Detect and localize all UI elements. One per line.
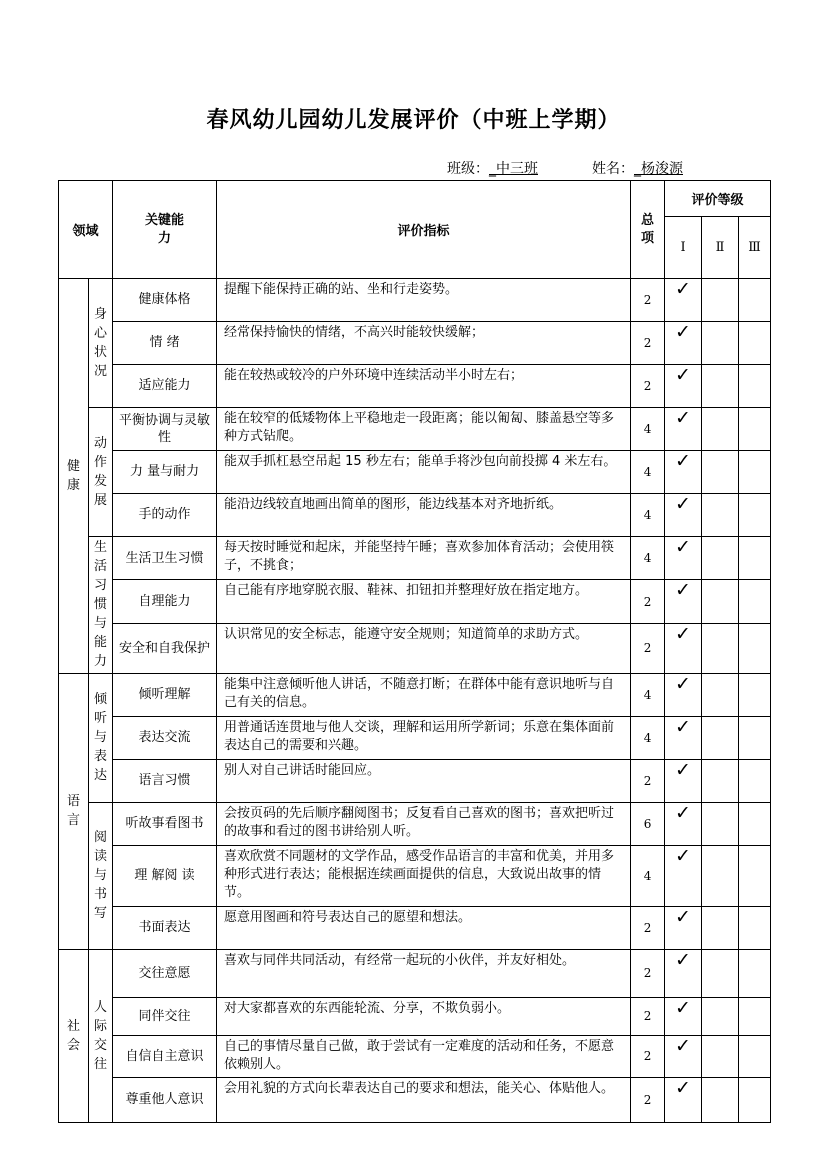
check-mark-icon: ✓ <box>675 801 691 824</box>
indicator-cell: 自己的事情尽量自己做，敢于尝试有一定难度的活动和任务，不愿意依赖别人。 <box>217 1035 631 1077</box>
table-row <box>59 997 771 1035</box>
check-mark-icon: ✓ <box>675 579 691 602</box>
grade-level-1-cell <box>665 493 702 536</box>
grade-level-2-cell <box>702 906 739 949</box>
domain-cell: 语言 <box>59 673 89 949</box>
total-cell: 2 <box>631 949 665 997</box>
indicator-cell: 能沿边线较直地画出简单的图形，能边线基本对齐地折纸。 <box>217 493 631 536</box>
grade-level-3-cell <box>739 759 771 802</box>
check-mark-icon: ✓ <box>675 996 691 1019</box>
check-mark-icon: ✓ <box>675 1034 691 1057</box>
subdomain-cell: 阅读与书写 <box>89 802 113 949</box>
header-domain: 领域 <box>59 181 113 279</box>
grade-level-1-cell <box>665 716 702 759</box>
grade-level-1-cell <box>665 845 702 906</box>
table-row <box>59 536 771 580</box>
indicator-cell: 认识常见的安全标志，能遵守安全规则；知道简单的求助方式。 <box>217 623 631 673</box>
total-cell: 4 <box>631 450 665 493</box>
grade-level-2-cell <box>702 673 739 716</box>
subdomain-cell: 人际交往 <box>89 949 113 1122</box>
class-label: 班级： <box>447 161 489 177</box>
total-cell: 4 <box>631 716 665 759</box>
total-cell: 2 <box>631 906 665 949</box>
indicator-cell: 经常保持愉快的情绪，不高兴时能较快缓解； <box>217 321 631 364</box>
total-cell: 2 <box>631 279 665 322</box>
table-row <box>59 845 771 906</box>
check-mark-icon: ✓ <box>675 449 691 472</box>
grade-level-3-cell <box>739 673 771 716</box>
key-ability-cell: 情 绪 <box>113 321 217 364</box>
indicator-cell: 喜欢与同伴共同活动，有经常一起玩的小伙伴，并友好相处。 <box>217 949 631 997</box>
indicator-cell: 能在较热或较冷的户外环境中连续活动半小时左右； <box>217 364 631 407</box>
grade-level-2-cell <box>702 1077 739 1122</box>
subdomain-cell: 生活习惯与能力 <box>89 536 113 673</box>
check-mark-icon: ✓ <box>675 715 691 738</box>
total-cell: 2 <box>631 623 665 673</box>
check-mark-icon: ✓ <box>675 844 691 867</box>
grade-level-1-cell <box>665 536 702 580</box>
document-title: 春风幼儿园幼儿发展评价（中班上学期） <box>206 107 621 133</box>
grade-level-1-cell <box>665 623 702 673</box>
table-row <box>59 364 771 407</box>
indicator-cell: 自己能有序地穿脱衣服、鞋袜、扣钮扣并整理好放在指定地方。 <box>217 580 631 624</box>
grade-level-2-cell <box>702 407 739 450</box>
check-mark-icon: ✓ <box>675 672 691 695</box>
total-cell: 4 <box>631 536 665 580</box>
name-label: 姓名： <box>592 161 634 177</box>
grade-level-1-cell <box>665 1035 702 1077</box>
key-ability-cell: 力 量与耐力 <box>113 450 217 493</box>
check-mark-icon: ✓ <box>675 535 691 558</box>
grade-level-2-cell <box>702 759 739 802</box>
grade-level-3-cell <box>739 716 771 759</box>
grade-level-2-cell <box>702 536 739 580</box>
grade-level-1-cell <box>665 364 702 407</box>
key-ability-cell: 表达交流 <box>113 716 217 759</box>
grade-level-1-cell <box>665 1077 702 1122</box>
grade-level-2-cell <box>702 1035 739 1077</box>
check-mark-icon: ✓ <box>675 492 691 515</box>
grade-level-3-cell <box>739 364 771 407</box>
grade-level-3-cell <box>739 845 771 906</box>
total-cell: 4 <box>631 673 665 716</box>
grade-level-2-cell <box>702 493 739 536</box>
grade-level-3-cell <box>739 536 771 580</box>
grade-level-1-cell <box>665 279 702 322</box>
table-row <box>59 450 771 493</box>
key-ability-cell: 健康体格 <box>113 279 217 322</box>
grade-level-1-cell <box>665 673 702 716</box>
total-cell: 2 <box>631 1035 665 1077</box>
check-mark-icon: ✓ <box>675 320 691 343</box>
header-indicator: 评价指标 <box>217 181 631 279</box>
indicator-cell: 能集中注意倾听他人讲话，不随意打断；在群体中能有意识地听与自己有关的信息。 <box>217 673 631 716</box>
key-ability-cell: 交往意愿 <box>113 949 217 997</box>
grade-level-1-cell <box>665 580 702 624</box>
table-row <box>59 493 771 536</box>
table-row <box>59 716 771 759</box>
grade-level-1-cell <box>665 802 702 845</box>
class-value: _中三班 <box>489 161 538 177</box>
grade-level-3-cell <box>739 1035 771 1077</box>
total-cell: 4 <box>631 493 665 536</box>
check-mark-icon: ✓ <box>675 406 691 429</box>
grade-level-2-cell <box>702 279 739 322</box>
check-mark-icon: ✓ <box>675 622 691 645</box>
total-cell: 2 <box>631 364 665 407</box>
domain-cell: 健康 <box>59 279 89 674</box>
grade-level-3-cell <box>739 450 771 493</box>
grade-level-3-cell <box>739 279 771 322</box>
table-row <box>59 906 771 949</box>
grade-level-3-cell <box>739 493 771 536</box>
total-cell: 2 <box>631 759 665 802</box>
key-ability-cell: 尊重他人意识 <box>113 1077 217 1122</box>
header-key-ability: 关键能力 <box>113 181 217 279</box>
indicator-cell: 提醒下能保持正确的站、坐和行走姿势。 <box>217 279 631 322</box>
total-cell: 4 <box>631 407 665 450</box>
table-row <box>59 407 771 450</box>
total-cell: 6 <box>631 802 665 845</box>
grade-level-3-cell <box>739 906 771 949</box>
key-ability-cell: 倾听理解 <box>113 673 217 716</box>
header-level-3: Ⅲ <box>739 217 771 279</box>
total-cell: 2 <box>631 997 665 1035</box>
key-ability-cell: 平衡协调与灵敏性 <box>113 407 217 450</box>
grade-level-1-cell <box>665 450 702 493</box>
grade-level-1-cell <box>665 407 702 450</box>
key-ability-cell: 书面表达 <box>113 906 217 949</box>
key-ability-cell: 安全和自我保护 <box>113 623 217 673</box>
grade-level-2-cell <box>702 580 739 624</box>
subdomain-cell: 动作发展 <box>89 407 113 536</box>
grade-level-1-cell <box>665 997 702 1035</box>
key-ability-cell: 自理能力 <box>113 580 217 624</box>
grade-level-2-cell <box>702 321 739 364</box>
indicator-cell: 别人对自己讲话时能回应。 <box>217 759 631 802</box>
grade-level-3-cell <box>739 623 771 673</box>
grade-level-1-cell <box>665 949 702 997</box>
table-row <box>59 673 771 716</box>
key-ability-cell: 自信自主意识 <box>113 1035 217 1077</box>
grade-level-1-cell <box>665 321 702 364</box>
grade-level-2-cell <box>702 802 739 845</box>
total-cell: 2 <box>631 580 665 624</box>
check-mark-icon: ✓ <box>675 948 691 971</box>
grade-level-2-cell <box>702 949 739 997</box>
table-row <box>59 623 771 673</box>
grade-level-3-cell <box>739 407 771 450</box>
key-ability-cell: 生活卫生习惯 <box>113 536 217 580</box>
domain-cell: 社会 <box>59 949 89 1122</box>
check-mark-icon: ✓ <box>675 363 691 386</box>
key-ability-cell: 手的动作 <box>113 493 217 536</box>
grade-level-2-cell <box>702 845 739 906</box>
header-level-1: Ⅰ <box>665 217 702 279</box>
key-ability-cell: 听故事看图书 <box>113 802 217 845</box>
table-row <box>59 1077 771 1122</box>
check-mark-icon: ✓ <box>675 758 691 781</box>
grade-level-2-cell <box>702 997 739 1035</box>
grade-level-2-cell <box>702 716 739 759</box>
header-total: 总项 <box>631 181 665 279</box>
header-level-2: Ⅱ <box>702 217 739 279</box>
check-mark-icon: ✓ <box>675 278 691 300</box>
grade-level-3-cell <box>739 802 771 845</box>
subdomain-cell: 身心状况 <box>89 279 113 408</box>
indicator-cell: 喜欢欣赏不同题材的文学作品，感受作品语言的丰富和优美，并用多种形式进行表达；能根据连续画面提供的信息，大致说出故事的情节。 <box>217 845 631 906</box>
indicator-cell: 愿意用图画和符号表达自己的愿望和想法。 <box>217 906 631 949</box>
name-value: _杨浚源 <box>634 161 683 177</box>
key-ability-cell: 理 解阅 读 <box>113 845 217 906</box>
grade-level-3-cell <box>739 997 771 1035</box>
table-row <box>59 949 771 997</box>
table-row <box>59 321 771 364</box>
class-name-line <box>447 158 711 178</box>
key-ability-cell: 同伴交往 <box>113 997 217 1035</box>
indicator-cell: 会按页码的先后顺序翻阅图书；反复看自己喜欢的图书；喜欢把听过的故事和看过的图书讲给别人听。 <box>217 802 631 845</box>
table-row <box>59 580 771 624</box>
table-row <box>59 279 771 322</box>
grade-level-1-cell <box>665 759 702 802</box>
grade-level-3-cell <box>739 949 771 997</box>
indicator-cell: 会用礼貌的方式向长辈表达自己的要求和想法，能关心、体贴他人。 <box>217 1077 631 1122</box>
table-row <box>59 759 771 802</box>
indicator-cell: 每天按时睡觉和起床，并能坚持午睡；喜欢参加体育活动；会使用筷子，不挑食； <box>217 536 631 580</box>
total-cell: 2 <box>631 1077 665 1122</box>
indicator-cell: 用普通话连贯地与他人交谈，理解和运用所学新词；乐意在集体面前表达自己的需要和兴趣。 <box>217 716 631 759</box>
table-row <box>59 802 771 845</box>
check-mark-icon: ✓ <box>675 1076 691 1099</box>
grade-level-2-cell <box>702 364 739 407</box>
grade-level-2-cell <box>702 623 739 673</box>
grade-level-3-cell <box>739 1077 771 1122</box>
grade-level-3-cell <box>739 321 771 364</box>
indicator-cell: 能在较窄的低矮物体上平稳地走一段距离；能以匍匐、膝盖悬空等多种方式钻爬。 <box>217 407 631 450</box>
header-grade: 评价等级 <box>665 181 771 217</box>
grade-level-3-cell <box>739 580 771 624</box>
grade-level-1-cell <box>665 906 702 949</box>
total-cell: 2 <box>631 321 665 364</box>
evaluation-table <box>58 180 771 1123</box>
subdomain-cell: 倾听与表达 <box>89 673 113 802</box>
table-row <box>59 1035 771 1077</box>
key-ability-cell: 语言习惯 <box>113 759 217 802</box>
key-ability-cell: 适应能力 <box>113 364 217 407</box>
total-cell: 4 <box>631 845 665 906</box>
indicator-cell: 对大家都喜欢的东西能轮流、分享，不欺负弱小。 <box>217 997 631 1035</box>
indicator-cell: 能双手抓杠悬空吊起 15 秒左右；能单手将沙包向前投掷 4 米左右。 <box>217 450 631 493</box>
check-mark-icon: ✓ <box>675 905 691 928</box>
grade-level-2-cell <box>702 450 739 493</box>
